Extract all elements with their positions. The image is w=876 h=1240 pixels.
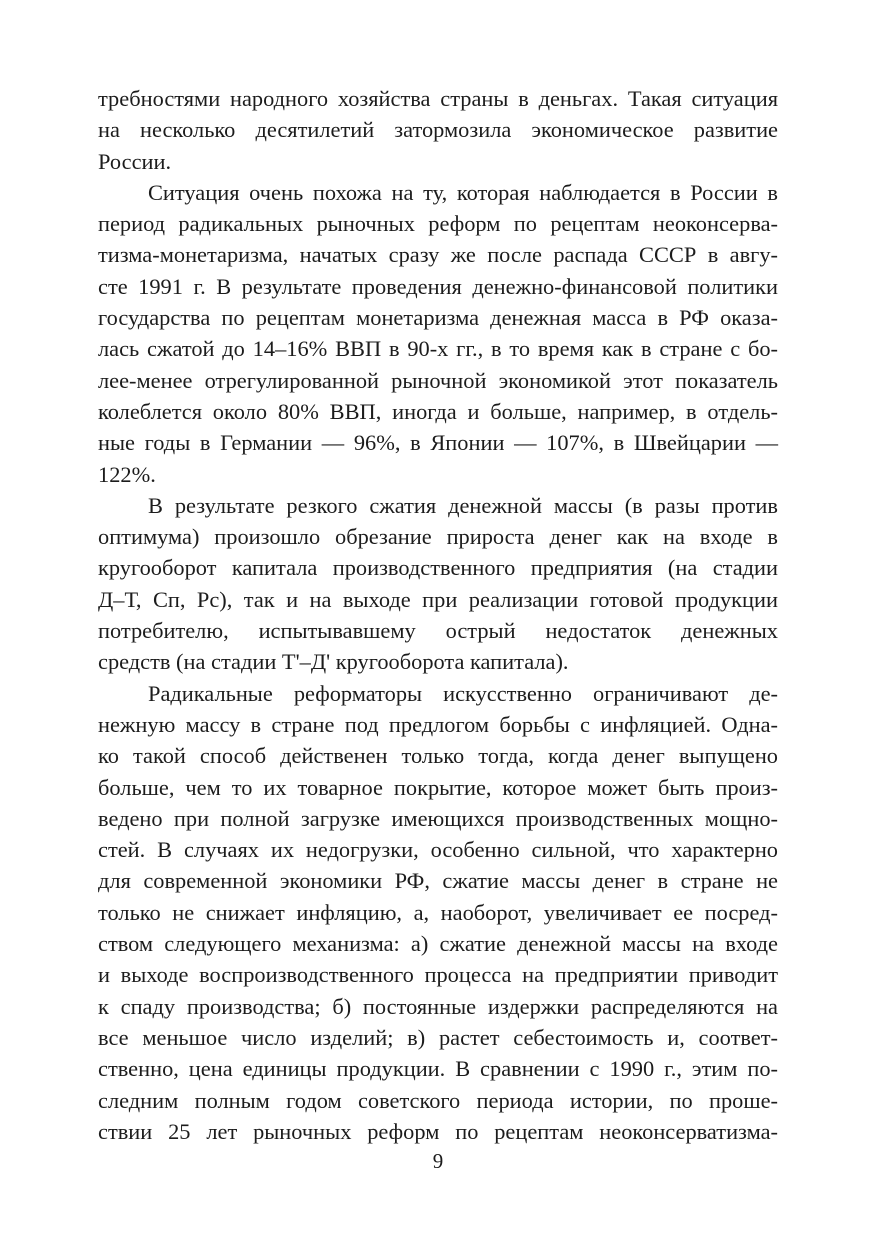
text-line: период радикальных рыночных реформ по рецептам неоконсерва- [98, 211, 778, 237]
text-line: тизма-монетаризма, начатых сразу же после распада СССР в авгу- [98, 242, 778, 268]
text-line: потребителю, испытывавшему острый недостаток денежных [98, 618, 778, 644]
text-line: ведено при полной загрузке имеющихся производственных мощно- [98, 805, 778, 831]
text-line: Ситуация очень похожа на ту, которая наблюдается в России в [148, 179, 778, 205]
text-line: 122%. [98, 461, 156, 487]
text-line: и выходе воспроизводственного процесса на предприятии приводит [98, 962, 778, 988]
text-line: кругооборот капитала производственного предприятия (на стадии [98, 555, 778, 581]
text-line: ством следующего механизма: а) сжатие денежной массы на входе [98, 931, 778, 957]
text-line: все меньшое число изделий; в) растет себестоимость и, соответ- [98, 1024, 778, 1050]
paragraph-2 [98, 177, 778, 490]
text-line: средств (на стадии Т'–Д' кругооборота капитала). [98, 649, 569, 675]
text-line: колеблется около 80% ВВП, иногда и больше, например, в отдель- [98, 398, 778, 424]
text-line: Радикальные реформаторы искусственно ограничивают де- [148, 680, 778, 706]
text-line: следним полным годом советского периода истории, по проше- [98, 1087, 778, 1113]
text-line: В результате резкого сжатия денежной массы (в разы против [148, 492, 778, 518]
text-line: только не снижает инфляцию, а, наоборот, увеличивает ее посред- [98, 899, 778, 925]
text-line: на несколько десятилетий затормозила экономическое развитие [98, 117, 778, 143]
text-line: лась сжатой до 14–16% ВВП в 90-х гг., в то время как в стране с бо- [98, 336, 778, 362]
paragraph-1 [98, 83, 778, 177]
text-line: ные годы в Германии — 96%, в Японии — 107%, в Швейцарии — [98, 430, 778, 456]
text-line: ственно, цена единицы продукции. В сравнении с 1990 г., этим по- [98, 1056, 778, 1082]
text-line: оптимума) произошло обрезание прироста денег как на входе в [98, 524, 778, 550]
text-line: ствии 25 лет рыночных реформ по рецептам неоконсерватизма- [98, 1118, 778, 1144]
paragraph-3 [98, 490, 778, 678]
text-line: стей. В случаях их недогрузки, особенно сильной, что характерно [98, 837, 778, 863]
body-text [98, 83, 778, 1147]
text-line: государства по рецептам монетаризма денежная масса в РФ оказа- [98, 305, 778, 331]
page-number: 9 [432, 1149, 444, 1173]
text-line: сте 1991 г. В результате проведения денежно-финансовой политики [98, 273, 778, 299]
text-line: требностями народного хозяйства страны в деньгах. Такая ситуация [98, 86, 778, 111]
text-line: больше, чем то их товарное покрытие, которое может быть произ- [98, 774, 778, 800]
text-line: к спаду производства; б) постоянные издержки распределяются на [98, 993, 778, 1019]
text-line: для современной экономики РФ, сжатие массы денег в стране не [98, 868, 778, 894]
paragraph-4 [98, 678, 778, 1147]
text-line: Д–Т, Сп, Рс), так и на выходе при реализации готовой продукции [98, 586, 778, 612]
text-line: лее-менее отрегулированной рыночной экономикой этот показатель [98, 367, 778, 393]
text-line: ко такой способ действенен только тогда, когда денег выпущено [98, 743, 778, 769]
text-line: России. [98, 148, 172, 174]
text-line: нежную массу в стране под предлогом борьбы с инфляцией. Одна- [98, 711, 778, 737]
